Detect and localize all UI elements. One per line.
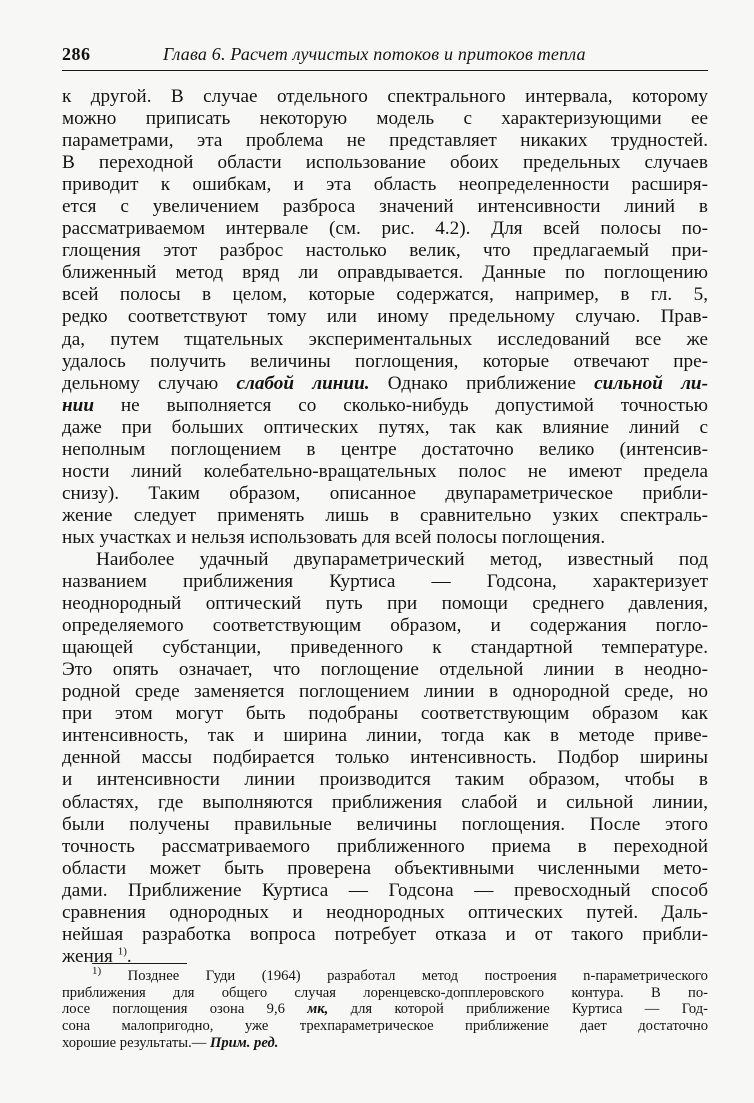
text-line: были получены правильные величины поглощения. После этого <box>62 813 708 835</box>
text-line-emphasis-1: дельному случаю слабой линии. Однако приближение сильной ли- <box>62 372 708 394</box>
running-head: Глава 6. Расчет лучистых потоков и притоков тепла <box>163 44 586 64</box>
emphasis-weak-line: слабой линии. <box>236 372 370 394</box>
text-line: В переходной области использование обоих предельных случаев <box>62 152 708 174</box>
footnote <box>62 965 709 1051</box>
text-line-emphasis-2: нии не выполняется со сколько-нибудь допустимой точностью <box>62 394 708 416</box>
footnote-divider <box>92 963 187 964</box>
text-line: можно приписать некоторую модель с характеризующими ее <box>62 108 708 130</box>
text-line: снизу). Таким образом, описанное двупараметрическое прибли- <box>62 482 708 504</box>
text-line: точность рассматриваемого приближенного приема в переходной <box>62 835 708 857</box>
text-line: областях, где выполняются приближения слабой и сильной линии, <box>62 791 708 813</box>
text-line: ется с увеличением разброса значений интенсивности линий в <box>62 196 708 218</box>
paragraph-1 <box>62 86 708 373</box>
text-line: к другой. В случае отдельного спектрального интервала, которому <box>62 86 708 107</box>
body-text <box>62 86 708 968</box>
text-line: Наиболее удачный двупараметрический метод, известный под <box>96 548 708 570</box>
text-line: Это опять означает, что поглощение отдельной линии в неодно- <box>62 659 708 681</box>
text-line: родной среде заменяется поглощением линии в однородной среде, но <box>62 681 708 703</box>
footnote-reference: 1) <box>117 945 127 958</box>
page-header <box>62 40 708 71</box>
text-line: удалось получить величины поглощения, которые отвечают пре- <box>62 350 708 372</box>
paragraph-2-last-line: жения $^{1)}$. <box>62 945 132 967</box>
footnote-line: хорошие результаты.— Прим. ред. <box>62 1034 279 1051</box>
footnote-line: приближения для общего случая лоренцевско-допплеровского контура. В по- <box>62 984 708 1001</box>
text-line: рассматриваемом интервале (см. рис. 4.2). Для всей полосы по- <box>62 218 708 240</box>
text-line: неполным поглощением в центре достаточно велико (интенсив- <box>62 438 708 460</box>
text-line: сравнения однородных и неоднородных оптических путей. Даль- <box>62 901 708 923</box>
text-line: ных участках и нельзя использовать для всей полосы поглощения. <box>62 526 606 548</box>
emphasis-strong-line-b: нии <box>62 394 94 416</box>
text-line: редко соответствуют тому или иному предельному случаю. Прав- <box>62 306 708 328</box>
text-line: и интенсивности линии производится таким образом, чтобы в <box>62 769 708 791</box>
text-line: нейшая разработка вопроса потребует отказа и от такого прибли- <box>62 923 708 945</box>
text-line: да, путем тщательных экспериментальных исследований все же <box>62 328 708 350</box>
text-line: ности линий колебательно-вращательных полос не имеют предела <box>62 460 708 482</box>
text-line: параметрами, эта проблема не представляет никаких трудностей. <box>62 130 708 152</box>
text-line: определяемого соответствующим образом, и содержания погло- <box>62 615 708 637</box>
footnote-line: сона малопригодно, уже трехпараметрическое приближение дает достаточно <box>62 1018 708 1035</box>
text-line: ближенный метод вряд ли оправдывается. Данные по поглощению <box>62 262 708 284</box>
text-line: всей полосы в целом, которые содержатся, например, в гл. 5, <box>62 284 708 306</box>
text-line: при этом могут быть подобраны соответствующим образом как <box>62 703 708 725</box>
emphasis-strong-line-a: сильной ли- <box>594 372 708 394</box>
text-line: приводит к ошибкам, и эта область неопределенности расширя- <box>62 174 708 196</box>
paragraph-2 <box>62 549 708 946</box>
paragraph-1-tail <box>62 417 708 549</box>
page-number: 286 <box>62 44 91 64</box>
unit-micron: мк, <box>307 1001 329 1018</box>
footnote-marker: 1) <box>92 965 102 978</box>
text-line: даже при больших оптических путях, так как влияние линий с <box>62 416 708 438</box>
text-line: жение следует применять лишь в сравнительно узких спектраль- <box>62 504 708 526</box>
text-line: щающей субстанции, приведенного к стандартной температуре. <box>62 637 708 659</box>
text-line: интенсивность, так и ширина линии, тогда как в методе приве- <box>62 725 708 747</box>
text-line: денной массы подбирается только интенсивность. Подбор ширины <box>62 747 708 769</box>
text-line: дами. Приближение Куртиса — Годсона — превосходный способ <box>62 879 708 901</box>
text-line: названием приближения Куртиса — Годсона, характеризует <box>62 571 708 593</box>
text-line: области может быть проверена объективными численными мето- <box>62 857 708 879</box>
footnote-line: $^{1)}$ Позднее Гуди (1964) разработал метод построения n-параметрического <box>92 965 708 984</box>
editor-note: Прим. ред. <box>209 1034 279 1051</box>
footnote-line: лосе поглощения озона 9,6 мк, для которой приближение Куртиса — Год- <box>62 1001 709 1018</box>
text-line: неоднородный оптический путь при помощи среднего давления, <box>62 593 708 615</box>
text-line: глощения этот разброс настолько велик, что предлагаемый при- <box>62 240 708 262</box>
